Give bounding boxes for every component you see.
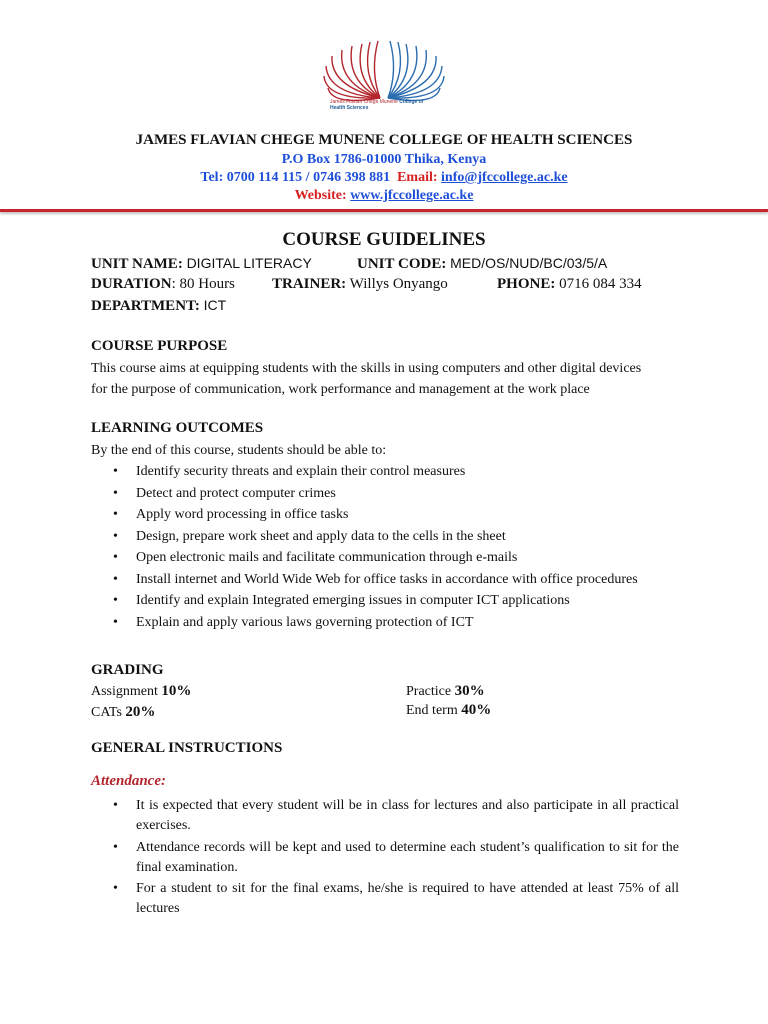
trainer-row [272, 276, 448, 293]
cats-value: 20% [125, 704, 156, 720]
attendance-subheading: Attendance: [91, 773, 166, 789]
college-logo-icon [310, 36, 460, 126]
list-item: • Detect and protect computer crimes [91, 484, 691, 504]
unit-code-row [357, 255, 607, 273]
unit-code-label: UNIT CODE: [357, 256, 447, 272]
unit-name-row [91, 255, 312, 273]
list-item: • Identify security threats and explain their control measures [91, 462, 691, 482]
contact-line [0, 170, 768, 186]
grading-heading: GRADING [91, 662, 164, 678]
practice-value: 30% [454, 683, 485, 699]
phone-label: PHONE: [497, 276, 556, 292]
telephone: Tel: 0700 114 115 / 0746 398 881 [200, 170, 391, 185]
postal-address: P.O Box 1786-01000 Thika, Kenya [281, 152, 487, 167]
header-divider [0, 209, 768, 212]
logo-text-left: James Flavian Chege Munene [330, 99, 398, 105]
email-link[interactable]: info@jfccollege.ac.ke [441, 170, 568, 185]
logo-text-right: College of Health Sciences [330, 99, 424, 111]
list-item: • Open electronic mails and facilitate communication through e-mails [91, 548, 691, 568]
endterm-value: 40% [461, 702, 492, 718]
cats-label: CATs [91, 705, 122, 720]
grade-endterm [406, 702, 491, 719]
purpose-line-1: This course aims at equipping students with the skills in using computers and other digital devices [91, 361, 642, 376]
learning-outcomes-intro: By the end of this course, students should be able to: [91, 443, 387, 458]
learning-outcomes-heading: LEARNING OUTCOMES [91, 420, 264, 436]
assignment-label: Assignment [91, 684, 158, 699]
website-label: Website: [294, 188, 347, 203]
learning-outcomes-list [91, 462, 691, 634]
practice-label: Practice [406, 684, 452, 699]
phone-value: 0716 084 334 [559, 276, 642, 292]
department-row [91, 297, 226, 315]
endterm-label: End term [406, 703, 458, 718]
assignment-value: 10% [161, 683, 192, 699]
institution-name: JAMES FLAVIAN CHEGE MUNENE COLLEGE OF HEALTH SCIENCES [135, 132, 633, 148]
logo-caption [330, 99, 440, 111]
list-item: • Install internet and World Wide Web for office tasks in accordance with office procedures [91, 570, 691, 590]
list-item: • Explain and apply various laws governing protection of ICT [91, 613, 691, 633]
list-item: • Design, prepare work sheet and apply data to the cells in the sheet [91, 527, 691, 547]
grade-practice [406, 683, 485, 700]
department-label: DEPARTMENT: [91, 298, 200, 314]
trainer-label: TRAINER: [272, 276, 347, 292]
general-instructions-heading: GENERAL INSTRUCTIONS [91, 740, 283, 756]
course-purpose-heading: COURSE PURPOSE [91, 338, 228, 354]
list-item: • For a student to sit for the final exams, he/she is required to have attended at least 75% of all lectures [91, 879, 679, 919]
list-item: • It is expected that every student will be in class for lectures and also participate in all practical exercises. [91, 796, 679, 836]
attendance-list [91, 796, 679, 921]
unit-name-value: DIGITAL LITERACY [186, 255, 312, 271]
website-line [0, 188, 768, 204]
department-value: ICT [203, 297, 227, 313]
page-title: COURSE GUIDELINES [282, 229, 486, 250]
email-label: Email: [397, 170, 438, 185]
duration-label: DURATION [91, 276, 172, 292]
unit-name-label: UNIT NAME: [91, 256, 183, 272]
course-purpose-text [91, 358, 691, 400]
list-item: • Attendance records will be kept and used to determine each student’s qualification to sit for the final examination. [91, 838, 679, 878]
website-link[interactable]: www.jfccollege.ac.ke [350, 188, 474, 203]
duration-value: : 80 Hours [171, 276, 235, 292]
list-item: • Identify and explain Integrated emerging issues in computer ICT applications [91, 591, 691, 611]
phone-row [497, 276, 642, 293]
list-item: • Apply word processing in office tasks [91, 505, 691, 525]
trainer-value: Willys Onyango [349, 276, 448, 292]
purpose-line-2: for the purpose of communication, work performance and management at the work place [91, 382, 590, 397]
grade-assignment [91, 683, 191, 700]
grade-cats [91, 704, 155, 721]
duration-row [91, 276, 235, 293]
unit-code-value: MED/OS/NUD/BC/03/5/A [450, 255, 608, 271]
